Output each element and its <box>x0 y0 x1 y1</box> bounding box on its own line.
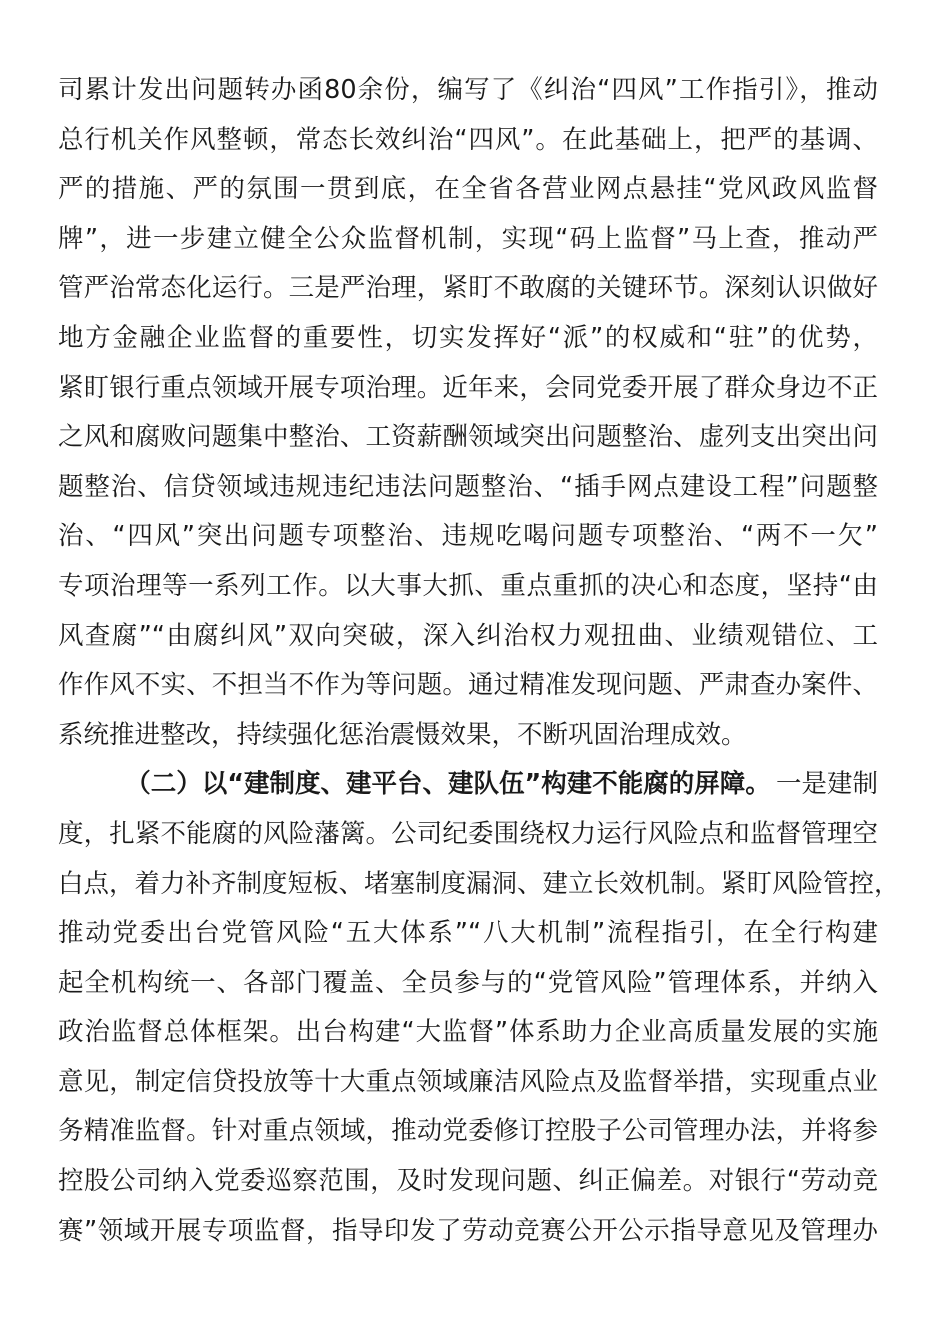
section-heading: （二）以“建制度、建平台、建队伍”构建不能腐的屏障。 <box>125 769 771 800</box>
text-line: 风查腐”“由腐纠风”双向突破，深入纠治权力观扭曲、业绩观错位、工 <box>58 620 878 651</box>
text-line: 之风和腐败问题集中整治、工资薪酬领域突出问题整治、虚列支出突出问 <box>58 422 878 453</box>
heading-continuation: 一是建制 <box>775 769 878 800</box>
text-line: 控股公司纳入党委巡察范围，及时发现问题、纠正偏差。对银行“劳动竞 <box>58 1166 878 1197</box>
text-line: 治、“四风”突出问题专项整治、违规吃喝问题专项整治、“两不一欠” <box>58 521 878 552</box>
text-line: 意见，制定信贷投放等十大重点领域廉洁风险点及监督举措，实现重点业 <box>58 1066 878 1097</box>
text-line: 题整治、信贷领域违规违纪违法问题整治、“插手网点建设工程”问题整 <box>58 471 878 502</box>
text-line: 管严治常态化运行。三是严治理，紧盯不敢腐的关键环节。深刻认识做好 <box>58 273 878 304</box>
text-line: 严的措施、严的氛围一贯到底，在全省各营业网点悬挂“党风政风监督 <box>58 174 878 205</box>
text-line: 地方金融企业监督的重要性，切实发挥好“派”的权威和“驻”的优势， <box>58 322 878 353</box>
text-line: 总行机关作风整顿，常态长效纠治“四风”。在此基础上，把严的基调、 <box>58 124 878 155</box>
text-line: 紧盯银行重点领域开展专项治理。近年来，会同党委开展了群众身边不正 <box>58 372 878 403</box>
text-line: 推动党委出台党管风险“五大体系”“八大机制”流程指引，在全行构建 <box>58 918 878 949</box>
text-line: 专项治理等一系列工作。以大事大抓、重点重抓的决心和态度，坚持“由 <box>58 570 878 601</box>
text-line: 牌”，进一步建立健全公众监督机制，实现“码上监督”马上查，推动严 <box>58 223 878 254</box>
text-line: 务精准监督。针对重点领域，推动党委修订控股子公司管理办法，并将参 <box>58 1116 878 1147</box>
text-line: 度，扎紧不能腐的风险藩篱。公司纪委围绕权力运行风险点和监督管理空 <box>58 818 878 849</box>
text-line: 政治监督总体框架。出台构建“大监督”体系助力企业高质量发展的实施 <box>58 1017 878 1048</box>
text-line: 司累计发出问题转办函80余份，编写了《纠治“四风”工作指引》，推动 <box>58 75 878 105</box>
text-line: 赛”领域开展专项监督，指导印发了劳动竞赛公开公示指导意见及管理办 <box>58 1215 878 1246</box>
document-page <box>58 66 900 1256</box>
text-line: 作作风不实、不担当不作为等问题。通过精准发现问题、严肃查办案件、 <box>58 670 878 701</box>
text-line: 系统推进整改，持续强化惩治震慑效果，不断巩固治理成效。 <box>58 719 747 750</box>
text-line: 起全机构统一、各部门覆盖、全员参与的“党管风险”管理体系，并纳入 <box>58 967 878 998</box>
section-heading-line <box>58 760 878 810</box>
paragraph-1 <box>58 66 878 760</box>
text-line: 白点，着力补齐制度短板、堵塞制度漏洞、建立长效机制。紧盯风险管控， <box>58 868 900 899</box>
paragraph-2 <box>58 760 900 1256</box>
